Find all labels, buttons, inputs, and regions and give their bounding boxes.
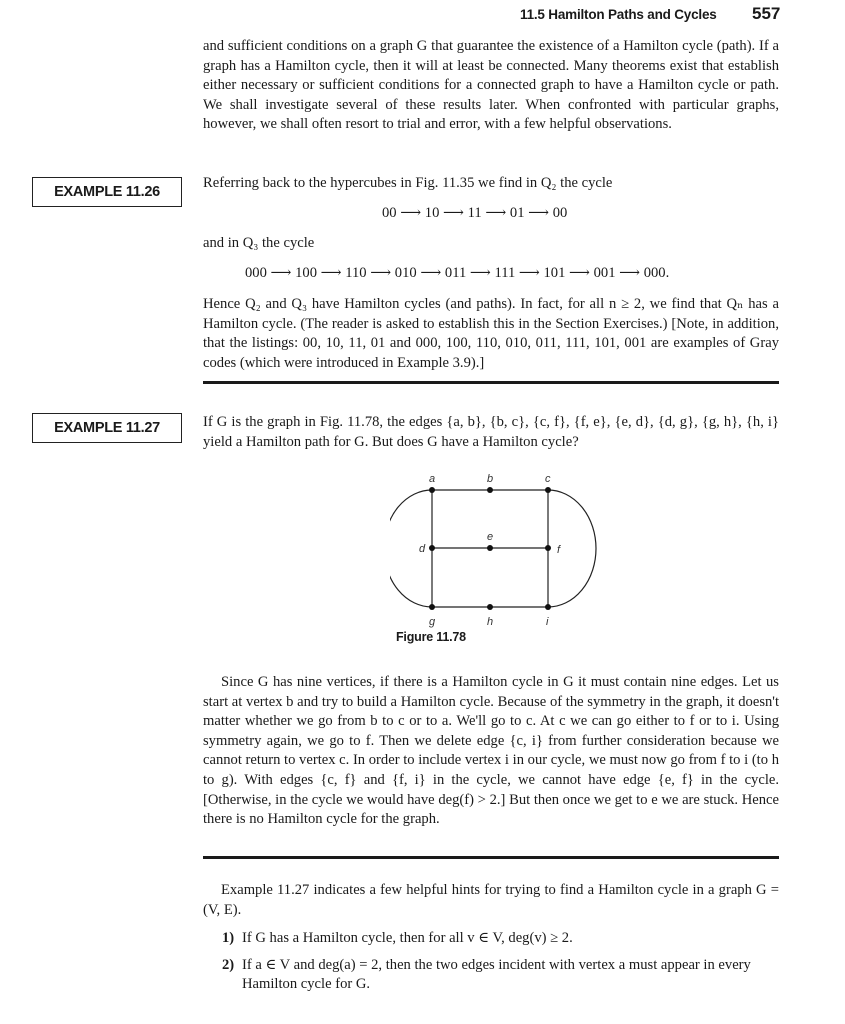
vertex-b xyxy=(487,487,493,493)
vertex-h xyxy=(487,604,493,610)
vertex-d xyxy=(429,545,435,551)
example-label-11-26: EXAMPLE 11.26 xyxy=(32,177,182,207)
label-e: e xyxy=(487,531,494,543)
vertex-i xyxy=(545,604,551,610)
hint-number: 1) xyxy=(222,930,235,946)
hints-list xyxy=(222,929,779,995)
label-f: f xyxy=(557,544,561,556)
hint-item xyxy=(222,956,779,995)
hints-intro: Example 11.27 indicates a few helpful hints for trying to find a Hamilton cycle in a graph G = (V, E). xyxy=(203,882,779,918)
page-header xyxy=(0,4,845,28)
example2-analysis: Since G has nine vertices, if there is a Hamilton cycle in G it must contain nine edges. Let us start at vertex b and try to build a Hamilton cycle. Because of the symmetry in the graph, it doesn't matter whether we go from b to c or to a. We'll go to c. At c we can go either to f or to i. Using symmetry again, we go to f. Then we delete edge {c, i} from further consideration because we cannot return to vertex c. In order to include vertex i in our cycle, we must now go from f to i (to h to g). With edges {c, f} and {f, i} in the cycle, we cannot have edge {e, f} in the cycle. [Otherwise, in the cycle we would have deg(f) > 2.] But then once we get to e we are stuck. Hence there is no Hamilton cycle for the graph. xyxy=(203,674,779,828)
vertex-f xyxy=(545,545,551,551)
label-h: h xyxy=(487,616,494,628)
label-g: g xyxy=(429,616,436,628)
page-number: 557 xyxy=(752,4,781,23)
example2-intro: If G is the graph in Fig. 11.78, the edges {a, b}, {b, c}, {c, f}, {f, e}, {e, d}, {d, g}, {g, h}, {h, i} yield a Hamilton path for G. But does G have a Hamilton cycle? xyxy=(203,414,779,450)
q2-cycle: 00 ⟶ 10 ⟶ 11 ⟶ 01 ⟶ 00 xyxy=(382,205,568,221)
figure-caption: Figure 11.78 xyxy=(396,630,466,644)
example1-intro: Referring back to the hypercubes in Fig. 11.35 we find in Q₂ the cycle xyxy=(203,175,613,191)
example-label-11-27: EXAMPLE 11.27 xyxy=(32,413,182,443)
hint-number: 2) xyxy=(222,956,235,973)
section-rule xyxy=(203,381,779,384)
label-a: a xyxy=(429,473,436,485)
hint-text: If G has a Hamilton cycle, then for all v ∈ V, deg(v) ≥ 2. xyxy=(242,930,573,946)
running-section-title: 11.5 Hamilton Paths and Cycles xyxy=(520,7,717,22)
graph-figure-11-78 xyxy=(390,472,600,630)
vertex-c xyxy=(545,487,551,493)
edge-arc-right xyxy=(548,490,596,607)
example1-q3-intro: and in Q₃ the cycle xyxy=(203,235,315,251)
hint-text: If a ∈ V and deg(a) = 2, then the two edges incident with vertex a must appear in every Hamilton cycle for G. xyxy=(242,956,751,993)
q3-cycle: 000 ⟶ 100 ⟶ 110 ⟶ 010 ⟶ 011 ⟶ 111 ⟶ 101 ⟶ 001 ⟶ 000. xyxy=(245,265,670,281)
label-d: d xyxy=(419,543,426,555)
hint-item xyxy=(222,929,779,949)
vertex-g xyxy=(429,604,435,610)
intro-paragraph: and sufficient conditions on a graph G that guarantee the existence of a Hamilton cycle (path). If a graph has a Hamilton cycle, then it will at least be connected. Many theorems exist that establish either necessary or sufficient conditions for a connected graph to have a Hamilton cycle or path. We shall investigate several of these results later. When confronted with particular graphs, however, we shall often resort to trial and error, with a few helpful observations. xyxy=(203,38,779,133)
vertex-a xyxy=(429,487,435,493)
example1-conclusion: Hence Q₂ and Q₃ have Hamilton cycles (and paths). In fact, for all n ≥ 2, we find that Qₙ has a Hamilton cycle. (The reader is asked to establish this in the Section Exercises.) [Note, in addition, that the listings: 00, 10, 11, 01 and 000, 100, 110, 010, 011, 111, 101, 001 are examples of Gray codes (which were introduced in Example 3.9).] xyxy=(203,296,779,371)
section-rule-2 xyxy=(203,856,779,859)
label-i: i xyxy=(546,616,549,628)
vertex-e xyxy=(487,545,493,551)
label-c: c xyxy=(545,473,551,485)
label-b: b xyxy=(487,473,494,485)
edge-arc-left xyxy=(390,490,432,607)
